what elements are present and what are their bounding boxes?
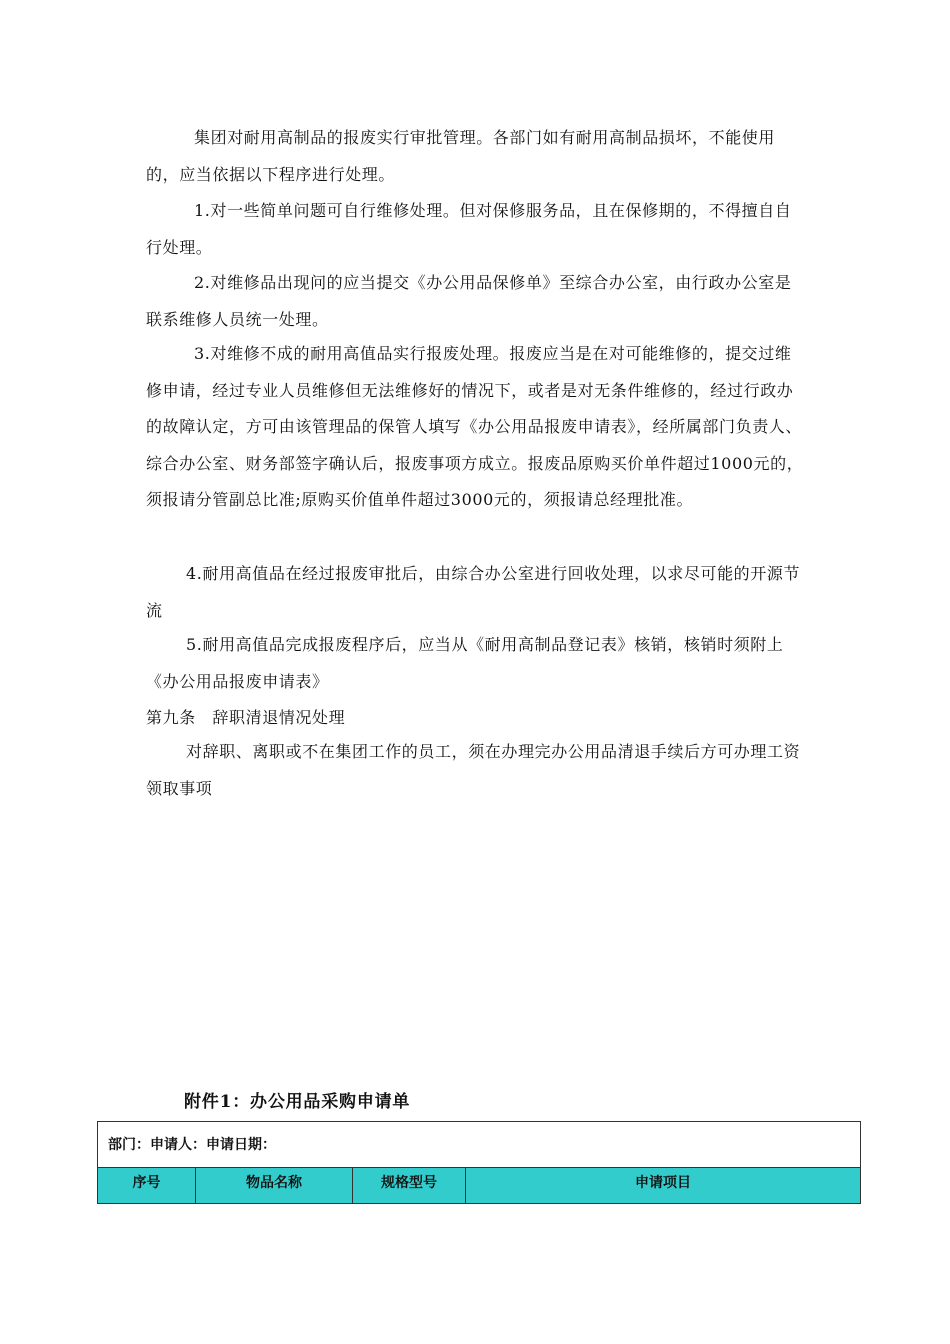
rule-item-3: 3.对维修不成的耐用高值品实行报废处理。报废应当是在对可能维修的，提交过维修申请，经过专业人员维修但无法维修好的情况下，或者是对无条件维修的，经过行政办的故障认定，方可由该管理品的保管人填写《办公用品报废申请表》，经所属部门负责人、综合办公室、财务部签字确认后，报废事项方成立。报废品原购买价单件超过1000元的，须报请分管副总比准;原购买价值单件超过3000元的，须报请总经理批准。 (146, 344, 804, 509)
rule-item-2: 2.对维修品出现问的应当提交《办公用品保修单》至综合办公室，由行政办公室是联系维修人员统一处理。 (146, 273, 792, 329)
form-column-header-row (98, 1168, 860, 1203)
rule-item-5: 5.耐用高值品完成报废程序后，应当从《耐用高制品登记表》核销，核销时须附上《办公用品报废申请表》 (146, 635, 784, 691)
column-header-request-item: 申请项目 (635, 1175, 691, 1191)
column-header-item-name: 物品名称 (196, 1168, 353, 1203)
rule-item-1: 1.对一些简单问题可自行维修处理。但对保修服务品，且在保修期的，不得擅自自行处理。 (146, 201, 792, 257)
article-heading: 第九条 辞职清退情况处理 (146, 708, 346, 727)
column-header-serial: 序号 (98, 1168, 196, 1203)
purchase-request-form (97, 1121, 861, 1204)
intro-paragraph: 集团对耐用高制品的报废实行审批管理。各部门如有耐用高制品损坏，不能使用的，应当依据以下程序进行处理。 (146, 128, 776, 184)
annex-title: 附件1：办公用品采购申请单 (184, 1092, 411, 1112)
resignation-paragraph: 对辞职、离职或不在集团工作的员工，须在办理完办公用品清退手续后方可办理工资领取事项 (146, 742, 801, 798)
column-header-spec: 规格型号 (353, 1168, 466, 1203)
rule-item-4: 4.耐用高值品在经过报废审批后，由综合办公室进行回收处理，以求尽可能的开源节流 (146, 564, 801, 620)
form-header-line: 部门：申请人：申请日期： (98, 1122, 860, 1168)
